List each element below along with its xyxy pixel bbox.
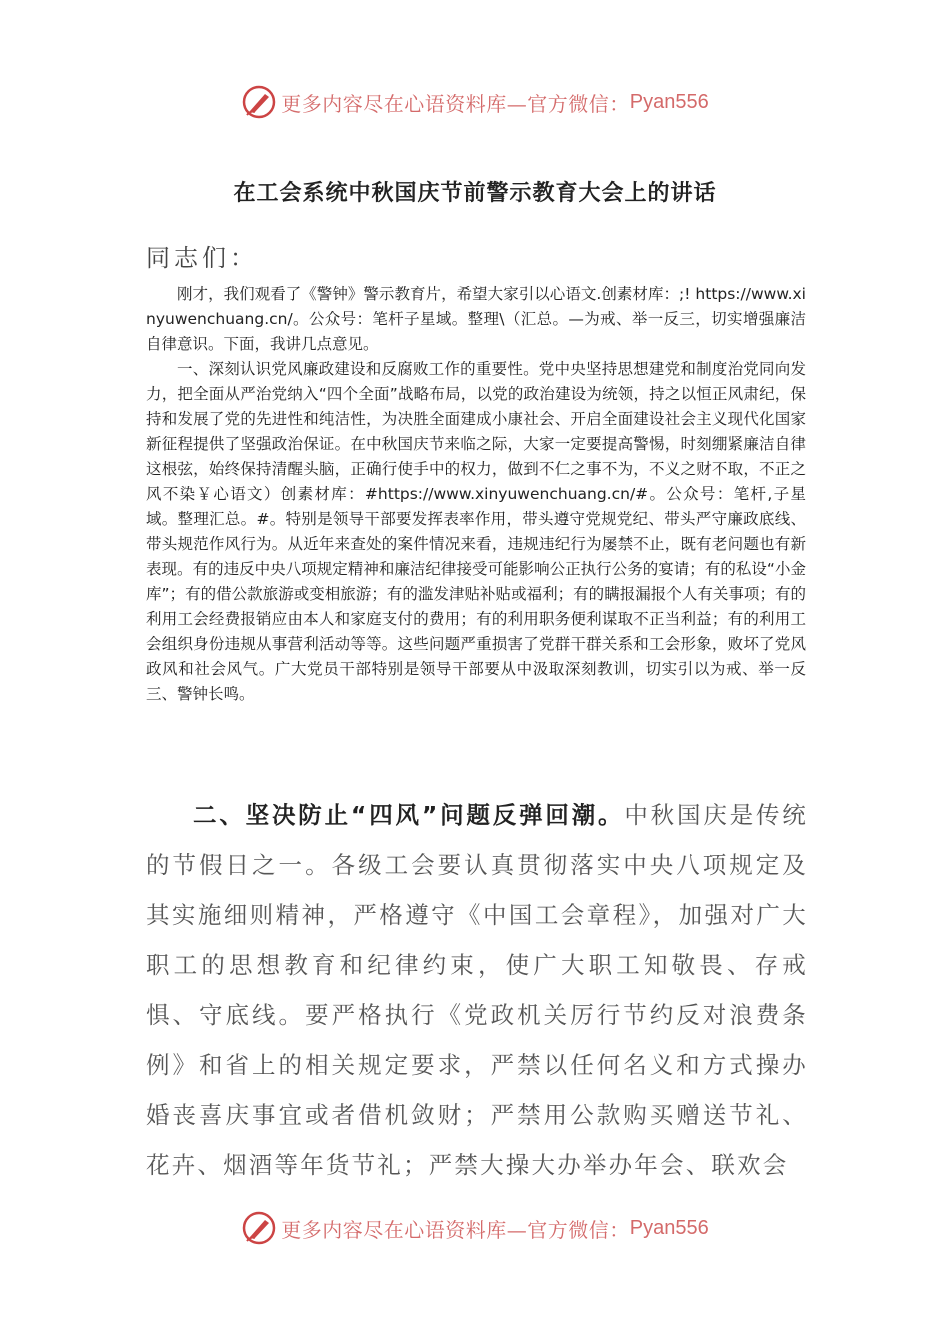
section-two-heading: 二、坚决防止“四风”问题反弹回潮。	[193, 801, 625, 829]
banner-wechat-id: Pyan556	[629, 1216, 709, 1239]
banner-text: 更多内容尽在心语资料库—官方微信：	[281, 1217, 630, 1242]
paragraph-section-one: 一、深刻认识党风廉政建设和反腐败工作的重要性。党中央坚持思想建党和制度治党同向发力，把全面从严治党纳入“四个全面”战略布局，以党的政治建设为统领，持之以恒正风肃纪，保持和发展了党的先进性和纯洁性，为决胜全面建成小康社会、开启全面建设社会主义现代化国家新征程提供了坚强政治保证。在中秋国庆节来临之际，大家一定要提高警惕，时刻绷紧廉洁自律这根弦，始终保持清醒头脑，正确行使手中的权力，做到不仁之事不为，不义之财不取，不正之风不染￥心语文）创素材库：#https://www.xinyuwenchuang.cn/#。公众号：笔杆,子星域。整理汇总。#。特别是领导干部要发挥表率作用，带头遵守党规党纪、带头严守廉政底线、带头规范作风行为。从近年来查处的案件情况来看，违规违纪行为屡禁不止，既有老问题也有新表现。有的违反中央八项规定精神和廉洁纪律接受可能影响公正执行公务的宴请；有的私设“小金库”；有的借公款旅游或变相旅游；有的滥发津贴补贴或福利；有的瞒报漏报个人有关事项；有的利用工会经费报销应由本人和家庭支付的费用；有的利用职务便利谋取不正当利益；有的利用工会组织身份违规从事营利活动等等。这些问题严重损害了党群干群关系和工会形象，败坏了党风政风和社会风气。广大党员干部特别是领导干部要从中汲取深刻教训，切实引以为戒、举一反三、警钟长鸣。	[146, 360, 806, 703]
pen-logo-icon	[241, 1210, 277, 1246]
banner-wechat-id: Pyan556	[629, 90, 709, 113]
paragraph-section-two	[146, 790, 808, 1190]
pen-logo-icon	[241, 84, 277, 120]
header-banner	[0, 82, 950, 122]
paragraph-intro: 刚才，我们观看了《警钟》警示教育片，希望大家引以心语文.创素材库：;! https://www.xinyuwenchuang.cn/。公众号：笔杆子星域。整理\（汇总。—为戒、举一反三，切实增强廉洁自律意识。下面，我讲几点意见。	[146, 285, 806, 353]
document-title: 在工会系统中秋国庆节前警示教育大会上的讲话	[233, 181, 717, 206]
section-two-body: 中秋国庆是传统的节假日之一。各级工会要认真贯彻落实中央八项规定及其实施细则精神，严格遵守《中国工会章程》，加强对广大职工的思想教育和纪律约束，使广大职工知敬畏、存戒惧、守底线。要严格执行《党政机关厉行节约反对浪费条例》和省上的相关规定要求，严禁以任何名义和方式操办婚丧喜庆事宜或者借机敛财；严禁用公款购买赠送节礼、花卉、烟酒等年货节礼；严禁大操大办举办年会、联欢会	[146, 801, 808, 1179]
footer-banner	[0, 1208, 950, 1248]
banner-text: 更多内容尽在心语资料库—官方微信：	[281, 91, 630, 116]
greeting: 同志们：	[146, 244, 258, 272]
